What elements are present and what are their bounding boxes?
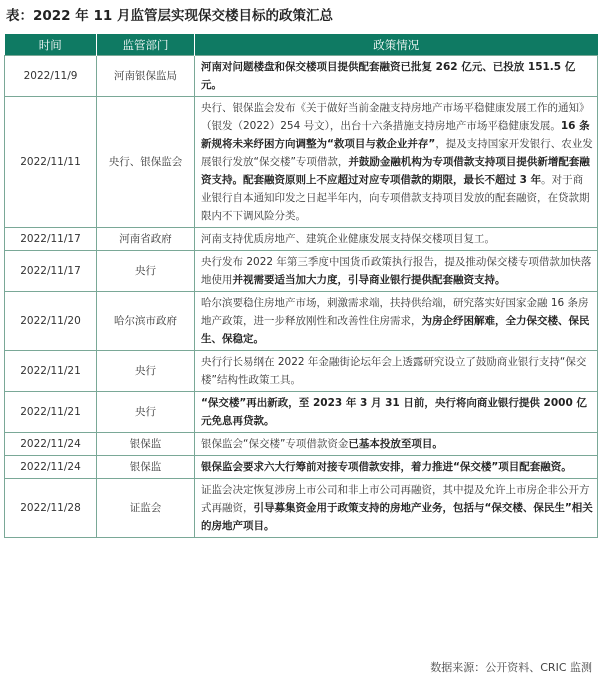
cell-department: 央行	[97, 392, 195, 433]
cell-department: 央行、银保监会	[97, 97, 195, 228]
table-row	[5, 392, 598, 433]
table-row	[5, 97, 598, 228]
cell-policy	[195, 351, 598, 392]
policy-text-bold: 16 条新规将未来纾困方向调整为“救项目与救企业并存”	[201, 120, 590, 150]
cell-date: 2022/11/21	[5, 392, 97, 433]
table-row	[5, 292, 598, 351]
cell-date: 2022/11/11	[5, 97, 97, 228]
policy-text: 央行行长易纲在 2022 年金融街论坛年会上透露研究设立了鼓励商业银行支持“保交楼”结构性政策工具。	[201, 356, 587, 386]
cell-policy	[195, 456, 598, 479]
cell-policy	[195, 251, 598, 292]
policy-text: 银保监会“保交楼”专项借款资金	[201, 438, 349, 450]
policy-text-bold: 河南对问题楼盘和保交楼项目提供配套融资已批复 262 亿元、已投放 151.5 亿元。	[201, 61, 576, 91]
cell-date: 2022/11/21	[5, 351, 97, 392]
cell-date: 2022/11/17	[5, 251, 97, 292]
table-title: 表：2022 年 11 月监管层实现保交楼目标的政策汇总	[6, 8, 333, 24]
policy-text: ，提及支持国家开发银行、农业发展银行发放“保交楼”专项借款，	[201, 138, 593, 168]
policy-text-bold: 为房企纾困解难，全力保交楼、保民生、保稳定。	[201, 315, 590, 345]
cell-department: 银保监	[97, 456, 195, 479]
cell-date: 2022/11/24	[5, 433, 97, 456]
table-row	[5, 228, 598, 251]
cell-policy	[195, 479, 598, 538]
table-body	[5, 56, 598, 538]
cell-department: 哈尔滨市政府	[97, 292, 195, 351]
policy-text-bold: “保交楼”再出新政，至 2023 年 3 月 31 日前，央行将向商业银行提供 2000 亿元免息再贷款。	[201, 397, 587, 427]
policy-text-bold: 并视需要适当加大力度，引导商业银行提供配套融资支持。	[232, 274, 506, 286]
cell-department: 证监会	[97, 479, 195, 538]
policy-text-bold: 银保监会要求六大行筹前对接专项借款安排，着力推进“保交楼”项目配套融资。	[201, 461, 572, 473]
policy-text: 河南支持优质房地产、建筑企业健康发展支持保交楼项目复工。	[201, 233, 495, 245]
cell-department: 银保监	[97, 433, 195, 456]
cell-policy	[195, 392, 598, 433]
cell-date: 2022/11/9	[5, 56, 97, 97]
cell-date: 2022/11/17	[5, 228, 97, 251]
cell-date: 2022/11/24	[5, 456, 97, 479]
table-row	[5, 456, 598, 479]
cell-department: 央行	[97, 251, 195, 292]
table-row	[5, 56, 598, 97]
policy-text-bold: 并鼓励金融机构为专项借款支持项目提供新增配套融资支持。配套融资原则上不应超过对应专项借款的期限，最长不超过 3 年	[201, 156, 590, 186]
policy-text-bold: 已基本投放至项目。	[348, 438, 443, 450]
table-row	[5, 251, 598, 292]
cell-policy	[195, 292, 598, 351]
policy-text-bold: 引导募集资金用于政策支持的房地产业务，包括与“保交楼、保民生”相关的房地产项目。	[201, 502, 593, 532]
table-row	[5, 351, 598, 392]
policy-text: 证监会决定恢复涉房上市公司和非上市公司再融资，其中提及允许上市房企非公开方式再融资，	[201, 484, 590, 514]
policy-text: 哈尔滨要稳住房地产市场，刺激需求端，扶持供给端，研究落实好国家金融 16 条房地产政策，进一步释放刚性和改善性住房需求，	[201, 297, 589, 327]
table-row	[5, 479, 598, 538]
cell-policy	[195, 433, 598, 456]
cell-department: 河南银保监局	[97, 56, 195, 97]
policy-text: 。对于商业银行自本通知印发之日起半年内，向专项借款支持项目发放的配套融资，在贷款期限内不下调风险分类。	[201, 174, 590, 222]
data-source-note: 数据来源：公开资料、CRIC 监测	[430, 661, 592, 674]
cell-date: 2022/11/28	[5, 479, 97, 538]
column-header-policy: 政策情况	[195, 34, 598, 56]
table-header-row	[5, 34, 598, 56]
policy-table	[4, 34, 598, 538]
column-header-date: 时间	[5, 34, 97, 56]
policy-text: 央行、银保监会发布《关于做好当前金融支持房地产市场平稳健康发展工作的通知》（银发（2022）254 号文），出台十六条措施支持房地产市场平稳健康发展。	[201, 102, 590, 132]
policy-text: 央行发布 2022 年第三季度中国货币政策执行报告，提及推动保交楼专项借款加快落地使用	[201, 256, 592, 286]
cell-policy	[195, 97, 598, 228]
cell-department: 央行	[97, 351, 195, 392]
cell-date: 2022/11/20	[5, 292, 97, 351]
cell-department: 河南省政府	[97, 228, 195, 251]
column-header-department: 监管部门	[97, 34, 195, 56]
cell-policy	[195, 56, 598, 97]
table-row	[5, 433, 598, 456]
cell-policy	[195, 228, 598, 251]
